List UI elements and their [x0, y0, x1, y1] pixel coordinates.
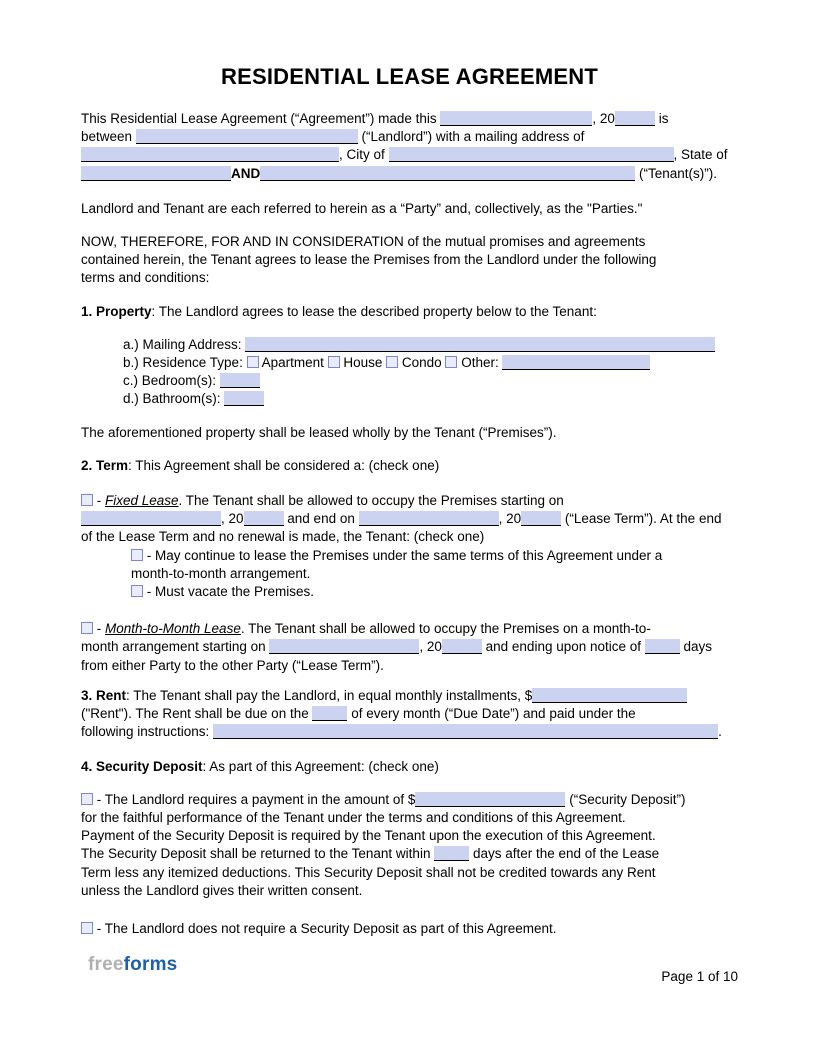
text-segment: Term less any itemized deductions. This Security Deposit shall not be credited towards any Rent	[81, 864, 656, 880]
page-number: Page 1 of 10	[661, 969, 738, 984]
section-number-title: 3. Rent	[81, 687, 127, 703]
text-segment: month arrangement starting on	[81, 639, 270, 655]
logo-free-text: free	[88, 954, 124, 975]
due-day-blank[interactable]	[312, 706, 347, 721]
text-segment: , City of	[339, 147, 389, 163]
agreement-date-blank[interactable]	[440, 111, 592, 126]
text-segment: following instructions:	[81, 724, 214, 740]
text-segment: of every month (“Due Date”) and paid under the	[347, 706, 636, 722]
text-segment: .	[718, 724, 722, 740]
rent-paragraph	[81, 687, 738, 742]
m2m-start-year-blank[interactable]	[442, 639, 482, 654]
page-title: RESIDENTIAL LEASE AGREEMENT	[221, 64, 598, 89]
text-segment: c.) Bedroom(s):	[123, 373, 220, 389]
other-residence-blank[interactable]	[502, 355, 650, 370]
city-blank[interactable]	[389, 147, 674, 162]
text-segment: , 20	[419, 639, 442, 655]
notice-days-blank[interactable]	[645, 639, 680, 654]
agreement-year-blank[interactable]	[615, 111, 655, 126]
property-address-blank[interactable]	[245, 337, 715, 352]
deposit-required-paragraph	[81, 791, 738, 900]
lease-start-date-blank[interactable]	[81, 511, 221, 526]
state-blank[interactable]	[81, 166, 231, 181]
section-number-title: 2. Term	[81, 457, 129, 473]
text-segment: NOW, THEREFORE, FOR AND IN CONSIDERATION of the mutual promises and agreements	[81, 234, 646, 250]
text-segment: days	[679, 639, 713, 655]
text-segment: contained herein, the Tenant agrees to lease the Premises from the Landlord under the following	[81, 252, 657, 268]
text-segment: and ending upon notice of	[481, 639, 645, 655]
text-segment: Payment of the Security Deposit is required by the Tenant upon the execution of this Agreement.	[81, 828, 656, 844]
deposit-required-checkbox[interactable]	[81, 793, 93, 805]
section-number-title: 4. Security Deposit	[81, 759, 203, 775]
payment-instructions-blank[interactable]	[213, 724, 718, 739]
parties-paragraph	[81, 200, 738, 218]
text-segment: - Must vacate the Premises.	[143, 584, 315, 600]
text-segment: : As part of this Agreement: (check one)	[202, 759, 439, 775]
house-checkbox[interactable]	[328, 356, 340, 368]
text-segment: and end on	[283, 511, 359, 527]
text-segment: Apartment	[258, 355, 328, 371]
landlord-name-blank[interactable]	[136, 129, 358, 144]
apartment-checkbox[interactable]	[247, 356, 259, 368]
text-segment: - The Landlord requires a payment in the amount of $	[93, 791, 416, 807]
text-segment: terms and conditions:	[81, 270, 210, 286]
fixed-lease-label: Fixed Lease	[105, 493, 179, 509]
deposit-return-days-blank[interactable]	[434, 846, 469, 861]
text-segment: . The Tenant shall be allowed to occupy the Premises on a month-to-	[240, 621, 651, 637]
text-segment: (“Tenant(s)”).	[635, 165, 718, 181]
fixed-lease-options	[81, 547, 738, 602]
may-continue-checkbox[interactable]	[131, 549, 143, 561]
lease-start-year-blank[interactable]	[244, 511, 284, 526]
text-segment: is	[654, 111, 669, 126]
text-segment: , 20	[498, 511, 522, 527]
condo-checkbox[interactable]	[386, 356, 398, 368]
text-segment: - May continue to lease the Premises under the same terms of this Agreement under a	[143, 547, 663, 563]
intro-paragraph	[81, 110, 738, 183]
logo-forms-text: forms	[123, 954, 178, 975]
bedrooms-item	[123, 372, 738, 390]
text-segment: (“Lease Term”). At the end	[561, 511, 722, 527]
text-segment: Landlord and Tenant are each referred to herein as a “Party” and, collectively, as the "Parties."	[81, 200, 643, 216]
rent-amount-blank[interactable]	[532, 688, 687, 703]
text-segment: Other:	[457, 355, 503, 371]
fixed-lease-checkbox[interactable]	[81, 494, 93, 506]
must-vacate-option	[131, 583, 738, 601]
property-details-list	[81, 336, 738, 409]
text-segment: days after the end of the Lease	[469, 846, 660, 862]
bedrooms-blank[interactable]	[220, 373, 260, 388]
text-segment: Condo	[398, 355, 446, 371]
lease-end-year-blank[interactable]	[521, 511, 561, 526]
text-segment: - The Landlord does not require a Security Deposit as part of this Agreement.	[93, 920, 557, 936]
text-segment: , 20	[221, 511, 244, 527]
text-segment: This Residential Lease Agreement (“Agreement”) made this	[81, 111, 441, 126]
text-segment: d.) Bathroom(s):	[123, 391, 225, 407]
and-connector: AND	[231, 165, 261, 181]
text-segment: The aforementioned property shall be leased wholly by the Tenant (“Premises”).	[81, 424, 557, 440]
text-segment: between	[81, 129, 136, 145]
no-deposit-checkbox[interactable]	[81, 922, 93, 934]
text-segment: . The Tenant shall be allowed to occupy the Premises starting on	[178, 493, 564, 509]
text-segment: : The Landlord agrees to lease the described property below to the Tenant:	[151, 303, 597, 319]
freeforms-logo	[88, 956, 177, 974]
property-section-heading	[81, 303, 738, 321]
text-segment: b.) Residence Type:	[123, 355, 247, 371]
must-vacate-checkbox[interactable]	[131, 585, 143, 597]
residence-type-item	[123, 354, 738, 372]
bathrooms-blank[interactable]	[224, 391, 264, 406]
premises-paragraph	[81, 424, 738, 442]
text-segment: , State of	[673, 147, 728, 163]
text-segment: month-to-month arrangement.	[131, 565, 311, 581]
may-continue-option	[131, 547, 738, 583]
month-to-month-label: Month-to-Month Lease	[105, 621, 241, 637]
m2m-start-date-blank[interactable]	[269, 639, 419, 654]
text-segment: unless the Landlord gives their written consent.	[81, 882, 363, 898]
other-residence-checkbox[interactable]	[445, 356, 457, 368]
mailing-address-item	[123, 336, 738, 354]
text-segment: of the Lease Term and no renewal is made, the Tenant: (check one)	[81, 529, 485, 545]
term-section-heading	[81, 457, 738, 475]
text-segment: a.) Mailing Address:	[123, 336, 246, 352]
text-segment: ("Rent"). The Rent shall be due on the	[81, 706, 313, 722]
fixed-lease-paragraph	[81, 492, 738, 547]
text-segment: (“Security Deposit”)	[565, 791, 686, 807]
text-segment: : This Agreement shall be considered a: (check one)	[128, 457, 440, 473]
security-deposit-heading	[81, 758, 738, 776]
deposit-amount-blank[interactable]	[415, 792, 565, 807]
tenant-names-blank[interactable]	[260, 166, 635, 181]
section-number-title: 1. Property	[81, 303, 152, 319]
text-segment: House	[339, 355, 387, 371]
consideration-paragraph	[81, 233, 738, 288]
no-deposit-paragraph	[81, 920, 738, 938]
text-segment: (“Landlord”) with a mailing address of	[357, 129, 585, 145]
text-segment: from either Party to the other Party (“Lease Term”).	[81, 657, 384, 673]
bathrooms-item	[123, 390, 738, 408]
text-segment: : The Tenant shall pay the Landlord, in equal monthly installments, $	[126, 687, 533, 703]
landlord-address-blank[interactable]	[81, 147, 339, 162]
text-segment: -	[93, 621, 105, 637]
text-segment: , 20	[592, 111, 615, 126]
text-segment: for the faithful performance of the Tenant under the terms and conditions of this Agreement.	[81, 809, 626, 825]
text-segment: -	[93, 493, 105, 509]
month-to-month-checkbox[interactable]	[81, 622, 93, 634]
month-to-month-paragraph	[81, 620, 738, 675]
lease-end-date-blank[interactable]	[359, 511, 499, 526]
text-segment: The Security Deposit shall be returned to the Tenant within	[81, 846, 435, 862]
